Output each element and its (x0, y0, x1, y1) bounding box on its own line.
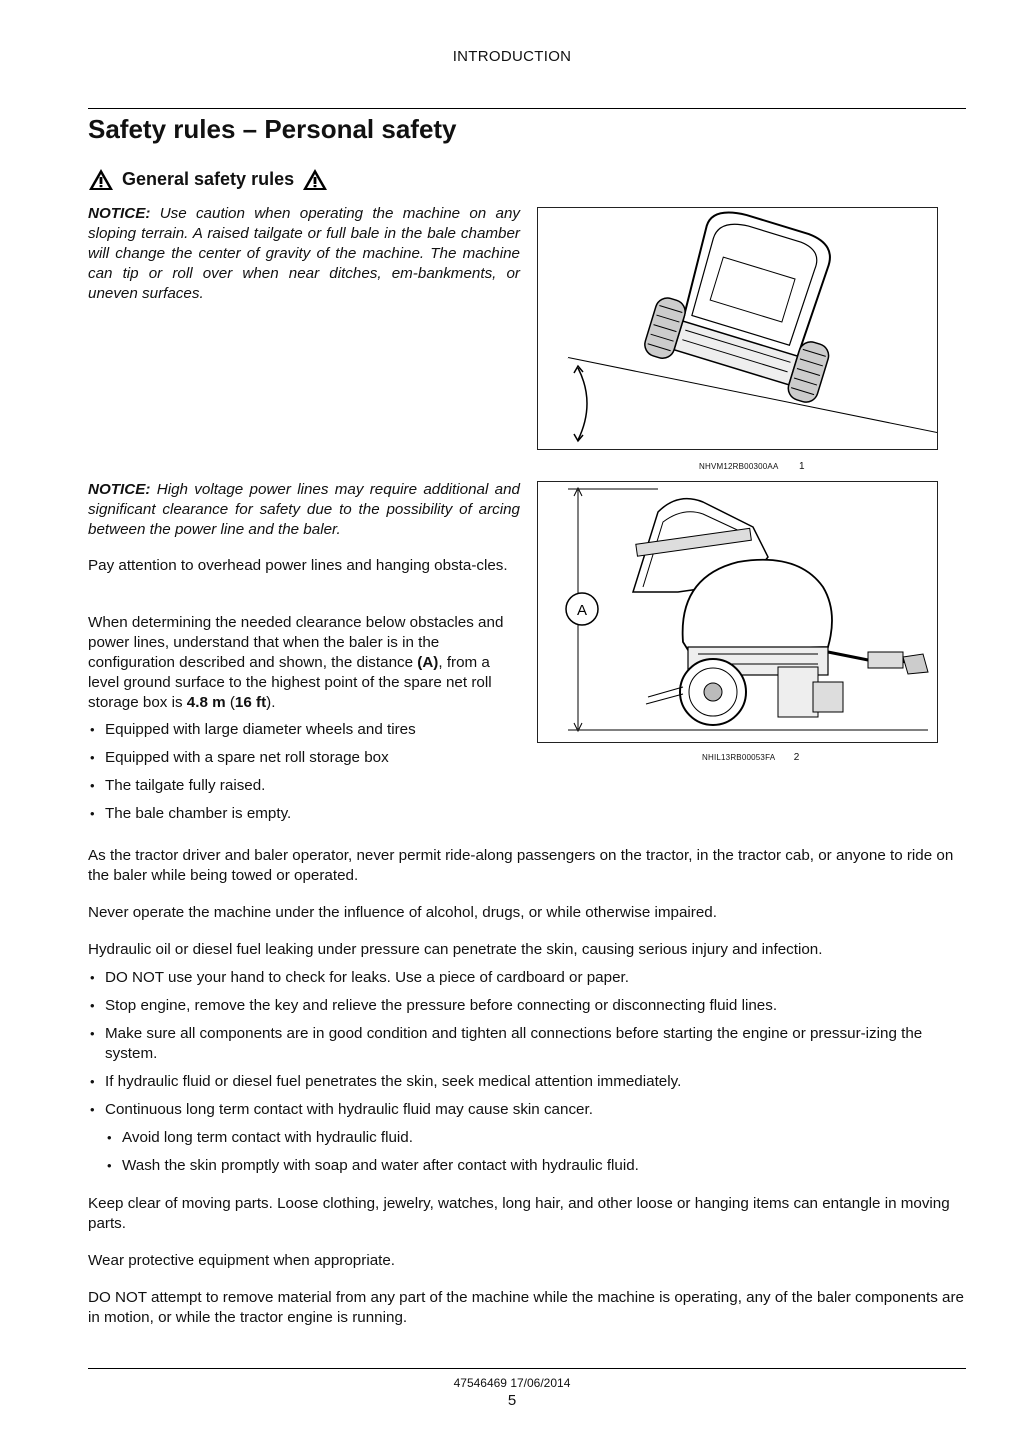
paragraph-passengers: As the tractor driver and baler operator, never permit ride-along passengers on the tractor, in the tractor cab, or anyone to ride on the baler while being towed or operated. (88, 847, 954, 884)
page-title: Safety rules – Personal safety (88, 114, 457, 144)
list-item: • Equipped with large diameter wheels and tires (88, 720, 520, 740)
section-title (88, 168, 328, 191)
notice-text: Use caution when operating the machine on any sloping terrain. A raised tailgate or full bale in the bale chamber will change the center of gravity of the machine. The machine can tip or roll over when near ditches, em-bankments, or uneven surfaces. (88, 205, 520, 302)
baler-slope-illustration (538, 208, 937, 449)
list-item: • Stop engine, remove the key and relieve the pressure before connecting or disconnecting fluid lines. (88, 996, 966, 1016)
notice-slope (88, 204, 520, 304)
figure-1-caption (699, 456, 839, 474)
list-item: • The tailgate fully raised. (88, 776, 520, 796)
list-item: • DO NOT use your hand to check for leaks. Use a piece of cardboard or paper. (88, 968, 966, 988)
configuration-list (88, 720, 520, 824)
list-item: • Continuous long term contact with hydraulic fluid may cause skin cancer. (88, 1100, 966, 1120)
list-item: • Make sure all components are in good condition and tighten all connections before starting the engine or pressur-izing the system. (88, 1024, 966, 1064)
paragraph-remove-material: DO NOT attempt to remove material from any part of the machine while the machine is operating, any of the baler components are in motion, or while the tractor engine is running. (88, 1289, 964, 1326)
document-number: 47546469 17/06/2014 (453, 1376, 571, 1390)
notice-text: High voltage power lines may require additional and significant clearance for safety due to the possibility of arcing between the power line and the baler. (88, 481, 520, 538)
baler-clearance-illustration (538, 482, 937, 742)
notice-label: NOTICE: (88, 481, 151, 498)
paragraph-hydraulic: Hydraulic oil or diesel fuel leaking under pressure can penetrate the skin, causing serious injury and infection. (88, 941, 823, 958)
paragraph-protective: Wear protective equipment when appropriate. (88, 1252, 396, 1269)
notice-label: NOTICE: (88, 205, 151, 222)
clearance-metric: 4.8 m (186, 694, 226, 711)
list-item: • The bale chamber is empty. (88, 804, 520, 824)
list-item: • If hydraulic fluid or diesel fuel penetrates the skin, seek medical attention immediately. (88, 1072, 966, 1092)
clearance-text: , from a level ground surface to the highest point of the spare net roll storage box is (88, 654, 492, 711)
figure-code: NHVM12RB00300AA (699, 462, 779, 471)
running-header: INTRODUCTION (452, 48, 572, 65)
paragraph-moving-parts: Keep clear of moving parts. Loose clothing, jewelry, watches, long hair, and other loose or hanging items can entangle in moving parts. (88, 1195, 950, 1232)
header-rule (88, 108, 966, 109)
clearance-text: ). (266, 694, 276, 711)
clearance-text: ( (225, 694, 235, 711)
figure-code: NHIL13RB00053FA (702, 753, 776, 762)
hydraulic-list (88, 968, 966, 1176)
warning-triangle-icon (88, 168, 114, 191)
footer-rule (88, 1368, 966, 1369)
paragraph-clearance (88, 613, 520, 713)
page-number: 5 (507, 1392, 517, 1409)
clearance-imperial: 16 ft (234, 694, 267, 711)
warning-triangle-icon (302, 168, 328, 191)
list-item: • Equipped with a spare net roll storage box (88, 748, 520, 768)
clearance-text: When determining the needed clearance below obstacles and power lines, understand that when the baler is in the configuration described and shown, the distance (88, 614, 504, 671)
sub-list-item: • Wash the skin promptly with soap and water after contact with hydraulic fluid. (105, 1156, 966, 1176)
notice-power-lines (88, 480, 520, 540)
clearance-label-a: (A) (417, 654, 439, 671)
paragraph-influence: Never operate the machine under the influence of alcohol, drugs, or while otherwise impaired. (88, 904, 717, 921)
figure-number: 1 (798, 461, 805, 472)
figure-2-caption (702, 747, 842, 765)
paragraph-overhead: Pay attention to overhead power lines and hanging obsta-cles. (88, 557, 508, 574)
figure-baler-clearance (537, 481, 938, 743)
figure-baler-on-slope (537, 207, 938, 450)
dimension-label-a: A (576, 602, 588, 619)
section-title-text: General safety rules (122, 169, 295, 189)
figure-number: 2 (793, 752, 800, 763)
sub-list-item: • Avoid long term contact with hydraulic fluid. (105, 1128, 966, 1148)
